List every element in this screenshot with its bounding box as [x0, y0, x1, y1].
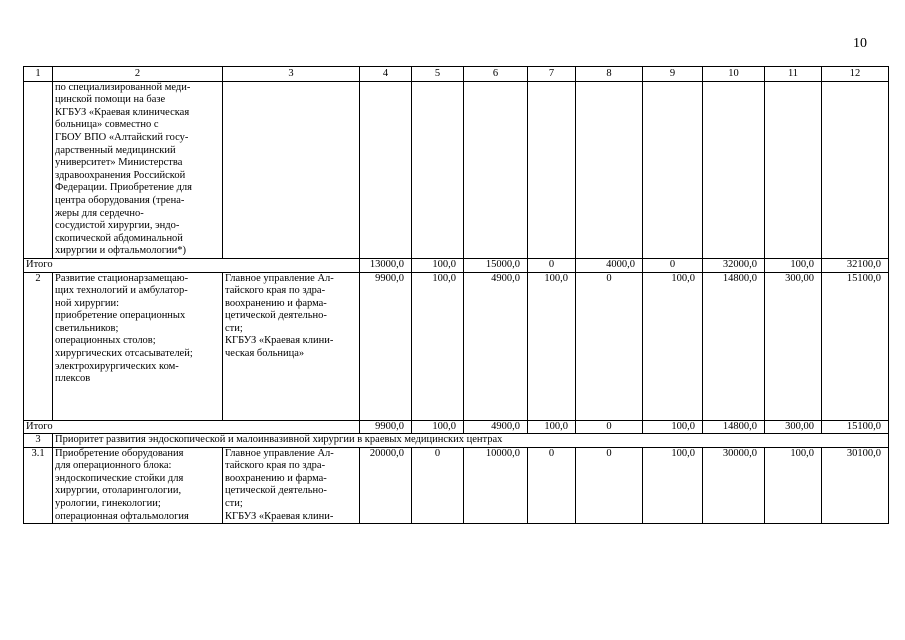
description-cell: [53, 81, 223, 258]
header-cell: 3: [223, 67, 360, 82]
text-line: воохранению и фарма-: [225, 472, 327, 484]
executor-cell: [223, 447, 360, 524]
text-line: сти;: [225, 498, 243, 510]
text-line: урологии, гинекологии;: [55, 498, 161, 510]
value-cell: 300,00: [765, 420, 822, 434]
text-line: светильников;: [55, 322, 119, 334]
value-cell: 100,0: [765, 258, 822, 272]
header-row: [24, 67, 889, 82]
value-cell: 15000,0: [464, 258, 528, 272]
total-row: [24, 420, 889, 434]
text-line: ной хирургии:: [55, 297, 120, 309]
header-cell: 9: [643, 67, 703, 82]
text-line: сосудистой хирургии, эндо-: [55, 220, 180, 232]
value-cell: 15100,0: [822, 420, 889, 434]
table-row: [24, 81, 889, 258]
text-line: центра оборудования (трена-: [55, 194, 185, 206]
value-cell: 0: [643, 258, 703, 272]
value-cell: 20000,0: [360, 447, 412, 524]
text-line: электрохирургических ком-: [55, 360, 179, 372]
row-number: 2: [24, 272, 53, 420]
value-cell: 4900,0: [464, 420, 528, 434]
value-cell: 32000,0: [703, 258, 765, 272]
description-cell: [53, 272, 223, 420]
table-row: [24, 447, 889, 524]
text-line: Развитие стационарзамещаю-: [55, 272, 189, 284]
text-line: щих технологий и амбулатор-: [55, 285, 188, 297]
value-cell: 15100,0: [822, 272, 889, 420]
table-row: [24, 272, 889, 420]
header-cell: 2: [53, 67, 223, 82]
total-row: [24, 258, 889, 272]
value-cell: 10000,0: [464, 447, 528, 524]
text-line: здравоохранения Российской: [55, 169, 186, 181]
total-label: Итого: [24, 420, 360, 434]
value-cell: 4900,0: [464, 272, 528, 420]
value-cell: 14800,0: [703, 420, 765, 434]
text-line: тайского края по здра-: [225, 460, 326, 472]
text-line: операционная офтальмология: [55, 510, 189, 522]
header-cell: 12: [822, 67, 889, 82]
text-line: эндоскопические стойки для: [55, 472, 184, 484]
text-line: по специализированной меди-: [55, 81, 191, 93]
header-cell: 7: [528, 67, 576, 82]
text-line: хирургии, отоларингологии,: [55, 485, 182, 497]
text-line: хирургических отсасывателей;: [55, 348, 193, 360]
header-cell: 1: [24, 67, 53, 82]
header-cell: 10: [703, 67, 765, 82]
description-cell: [53, 447, 223, 524]
value-cell: 9900,0: [360, 420, 412, 434]
value-cell: 4000,0: [576, 258, 643, 272]
row-number: 3.1: [24, 447, 53, 524]
text-line: Главное управление Ал-: [225, 272, 334, 284]
value-cell: 100,0: [412, 258, 464, 272]
value-cell: 30000,0: [703, 447, 765, 524]
text-line: плексов: [55, 373, 91, 385]
value-cell: 100,0: [528, 420, 576, 434]
section-title: Приоритет развития эндоскопической и малоинвазивной хирургии в краевых медицинских центрах: [53, 434, 889, 448]
text-line: жеры для сердечно-: [55, 207, 144, 219]
text-line: больница» совместно с: [55, 119, 159, 131]
value-cell: 100,0: [528, 272, 576, 420]
text-line: Федерации. Приобретение для: [55, 182, 192, 194]
text-line: дарственный медицинский: [55, 144, 176, 156]
text-line: КГБУЗ «Краевая клиническая: [55, 106, 190, 118]
value-cell: 300,00: [765, 272, 822, 420]
value-cell: 100,0: [412, 272, 464, 420]
header-cell: 5: [412, 67, 464, 82]
value-cell: 32100,0: [822, 258, 889, 272]
text-line: КГБУЗ «Краевая клини-: [225, 510, 334, 522]
value-cell: 0: [528, 258, 576, 272]
text-line: КГБУЗ «Краевая клини-: [225, 335, 334, 347]
value-cell: 100,0: [412, 420, 464, 434]
text-line: тайского края по здра-: [225, 285, 326, 297]
value-cell: 100,0: [765, 447, 822, 524]
value-cell: 100,0: [643, 272, 703, 420]
budget-table: [23, 66, 889, 524]
section-row: [24, 434, 889, 448]
text-line: операционных столов;: [55, 335, 156, 347]
text-line: Приобретение оборудования: [55, 447, 184, 459]
value-cell: 0: [576, 447, 643, 524]
total-label: Итого: [24, 258, 360, 272]
value-cell: 0: [576, 272, 643, 420]
text-line: воохранению и фарма-: [225, 297, 327, 309]
value-cell: 13000,0: [360, 258, 412, 272]
value-cell: 0: [576, 420, 643, 434]
header-cell: 8: [576, 67, 643, 82]
text-line: сти;: [225, 322, 243, 334]
text-line: Главное управление Ал-: [225, 447, 334, 459]
value-cell: 14800,0: [703, 272, 765, 420]
value-cell: 0: [412, 447, 464, 524]
text-line: цетической деятельно-: [225, 485, 327, 497]
text-line: для операционного блока:: [55, 460, 172, 472]
text-line: цинской помощи на базе: [55, 94, 166, 106]
header-cell: 4: [360, 67, 412, 82]
text-line: университет» Министерства: [55, 157, 183, 169]
value-cell: 9900,0: [360, 272, 412, 420]
value-cell: 0: [528, 447, 576, 524]
text-line: цетической деятельно-: [225, 310, 327, 322]
text-line: ческая больница»: [225, 348, 305, 360]
header-cell: 11: [765, 67, 822, 82]
value-cell: 30100,0: [822, 447, 889, 524]
header-cell: 6: [464, 67, 528, 82]
value-cell: 100,0: [643, 447, 703, 524]
text-line: хирургии и офтальмологии*): [55, 245, 186, 257]
text-line: приобретение операционных: [55, 310, 186, 322]
text-line: скопической абдоминальной: [55, 232, 183, 244]
value-cell: 100,0: [643, 420, 703, 434]
text-line: ГБОУ ВПО «Алтайский госу-: [55, 131, 189, 143]
page-number: 10: [853, 36, 867, 51]
executor-cell: [223, 272, 360, 420]
section-number: 3: [24, 434, 53, 448]
